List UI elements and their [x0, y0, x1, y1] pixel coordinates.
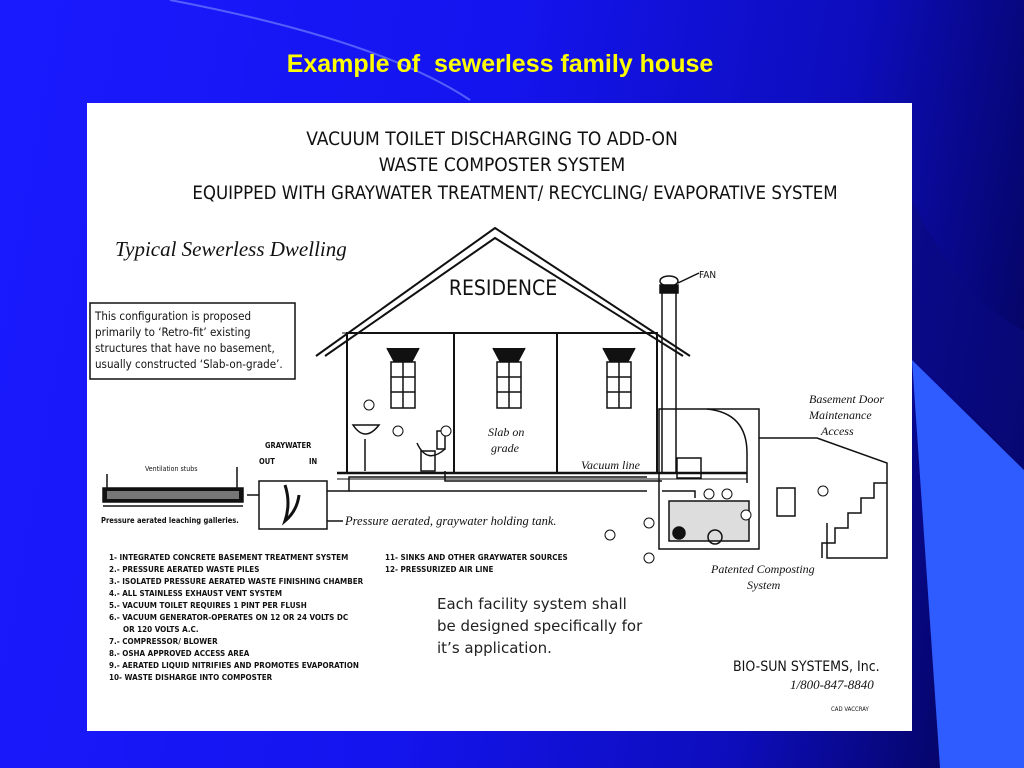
diagram-heading-2: WASTE COMPOSTER SYSTEM — [378, 154, 626, 176]
legend-item: 10- WASTE DISHARGE INTO COMPOSTER — [109, 673, 273, 682]
holding-tank-label: Pressure aerated, graywater holding tank. — [345, 514, 557, 528]
facility-note-2: be designed specifically for — [437, 617, 643, 635]
legend-item: 7.- COMPRESSOR/ BLOWER — [109, 637, 218, 646]
windows — [387, 348, 635, 408]
slab-label-1: Slab on — [488, 425, 525, 439]
vacuum-toilet — [417, 431, 445, 471]
cad-credit: CAD VACCRAY — [831, 706, 869, 713]
legend-right — [385, 553, 568, 574]
fan-label: FAN — [699, 270, 717, 281]
sewerless-house-diagram — [87, 103, 912, 731]
graywater-label: GRAYWATER — [265, 441, 312, 450]
basement-door-label-3: Access — [821, 424, 854, 438]
facility-note-3: it’s application. — [437, 639, 552, 657]
vacuum-line-label: Vacuum line — [581, 458, 640, 472]
note-line-1: This configuration is proposed — [95, 309, 252, 323]
diagram-panel — [87, 103, 912, 731]
legend-item: 3.- ISOLATED PRESSURE AERATED WASTE FINISHING CHAMBER — [109, 577, 364, 586]
composting-label-1: Patented Composting — [711, 562, 815, 576]
composting-label-2: System — [747, 578, 781, 592]
legend-item: 12- PRESSURIZED AIR LINE — [385, 565, 494, 574]
basement-door-label-2: Maintenance — [809, 408, 872, 422]
company-name: BIO-SUN SYSTEMS, Inc. — [733, 659, 880, 675]
legend-item: 8.- OSHA APPROVED ACCESS AREA — [109, 649, 250, 658]
company-phone: 1/800-847-8840 — [790, 677, 874, 692]
graywater-out-label: OUT — [259, 457, 275, 466]
legend-item: 5.- VACUUM TOILET REQUIRES 1 PINT PER FLUSH — [109, 601, 307, 610]
diagram-heading-3: EQUIPPED WITH GRAYWATER TREATMENT/ RECYCLING/ EVAPORATIVE SYSTEM — [192, 183, 838, 204]
basement-door-label-1: Basement Door — [809, 392, 884, 406]
graywater-in-label: IN — [309, 457, 318, 466]
legend-item: 11- SINKS AND OTHER GRAYWATER SOURCES — [385, 553, 568, 562]
legend-item: OR 120 VOLTS A.C. — [123, 625, 199, 634]
legend-item: 9.- AERATED LIQUID NITRIFIES AND PROMOTES EVAPORATION — [109, 661, 359, 670]
note-line-2: primarily to ‘Retro-fit’ existing — [95, 325, 251, 339]
facility-note-1: Each facility system shall — [437, 595, 627, 613]
ventilation-stubs-label: Ventilation stubs — [145, 465, 198, 473]
basement-stairs — [759, 438, 887, 558]
legend-item: 6.- VACUUM GENERATOR-OPERATES ON 12 OR 24 VOLTS DC — [109, 613, 349, 622]
legend-item: 4.- ALL STAINLESS EXHAUST VENT SYSTEM — [109, 589, 282, 598]
sink — [353, 425, 379, 471]
diagram-subtitle: Typical Sewerless Dwelling — [115, 237, 347, 261]
slide-title: Example of sewerless family house — [286, 50, 714, 78]
legend-item: 2.- PRESSURE AERATED WASTE PILES — [109, 565, 260, 574]
diagram-heading-1: VACUUM TOILET DISCHARGING TO ADD-ON — [306, 128, 678, 150]
house — [316, 228, 747, 479]
exhaust-vent — [660, 273, 699, 473]
legend-left — [109, 553, 364, 682]
note-line-3: structures that have no basement, — [95, 341, 275, 355]
residence-label: RESIDENCE — [448, 276, 558, 300]
legend-item: 1- INTEGRATED CONCRETE BASEMENT TREATMENT SYSTEM — [109, 553, 349, 562]
leaching-label: Pressure aerated leaching galleries. — [101, 516, 239, 525]
note-line-4: usually constructed ‘Slab-on-grade’. — [95, 357, 283, 371]
vacuum-line — [445, 471, 695, 498]
slab-label-2: grade — [491, 441, 519, 455]
